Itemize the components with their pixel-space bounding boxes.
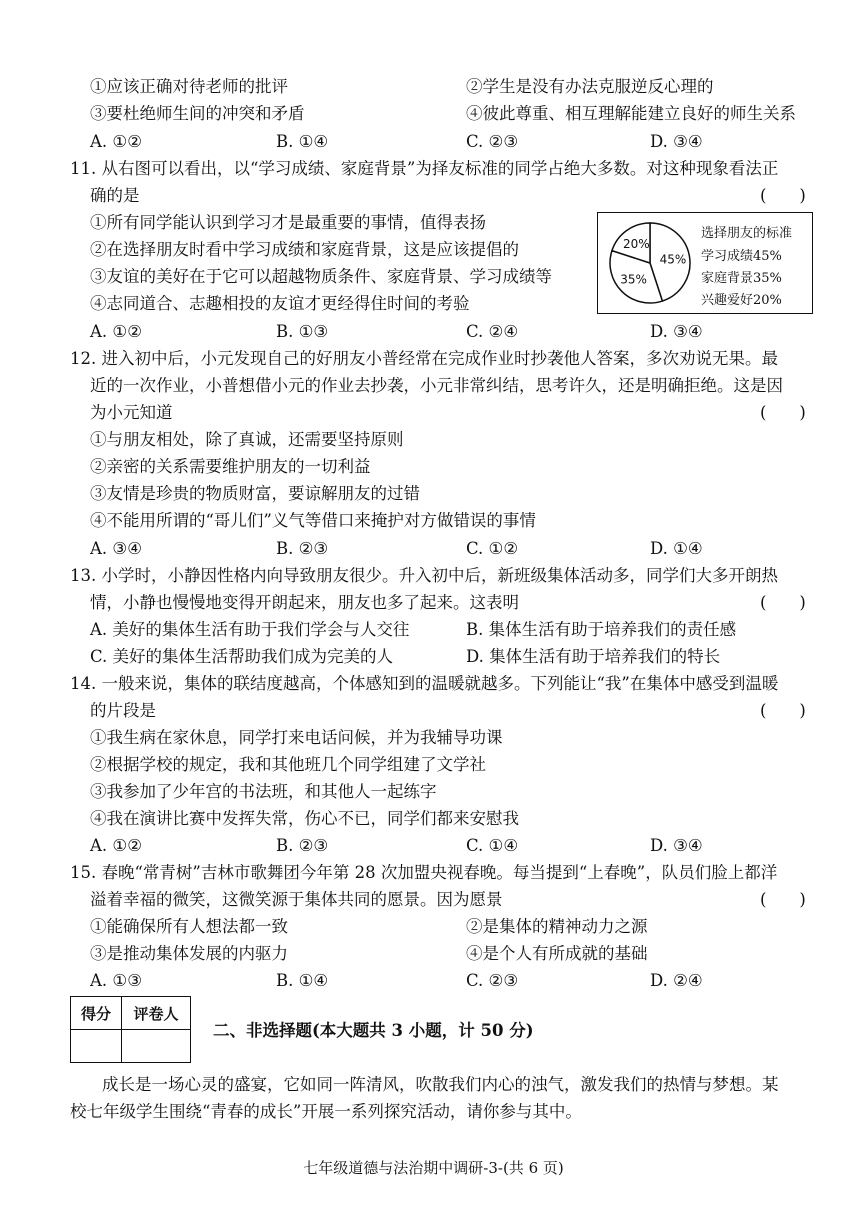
- q15-answer-d: D. ②④: [650, 971, 703, 990]
- q15-answer-blank: ( ): [760, 890, 806, 909]
- q12-answer-b: B. ②③: [276, 539, 329, 558]
- q12-answer-d: D. ①④: [650, 539, 703, 558]
- q10-option-1: ①应该正确对待老师的批评: [90, 77, 288, 96]
- q13-answer-d: D. 集体生活有助于培养我们的特长: [466, 647, 721, 666]
- q14-answer-a: A. ①②: [90, 836, 142, 855]
- q15-stem-line2: 溢着幸福的微笑，这微笑源于集体共同的愿景。因为愿景: [90, 890, 503, 909]
- q11-answer-c: C. ②④: [466, 322, 519, 341]
- q14-answer-c: C. ①④: [466, 836, 519, 855]
- q14-stem-line2: 的片段是: [90, 701, 156, 720]
- q14-answer-b: B. ②③: [276, 836, 329, 855]
- section2-title: 二、非选择题(本大题共 3 小题，计 50 分): [213, 1021, 534, 1040]
- q14-option-3: ③我参加了少年宫的书法班，和其他人一起练字: [90, 782, 437, 801]
- pie-title: 选择朋友的标准: [701, 226, 793, 241]
- q11-answer-d: D. ③④: [650, 322, 703, 341]
- q14-option-4: ④我在演讲比赛中发挥失常，伤心不已，同学们都来安慰我: [90, 809, 519, 828]
- q15-stem-line1: 15. 春晚“常青树”吉林市歌舞团今年第 28 次加盟央视春晚。每当提到“上春晚”，队员们脸上都洋: [70, 863, 778, 882]
- section2-intro-line1: 成长是一场心灵的盛宴，它如同一阵清风，吹散我们内心的浊气，激发我们的热情与梦想。某: [102, 1075, 779, 1094]
- q15-option-3: ③是推动集体发展的内驱力: [90, 944, 288, 963]
- score-table: [70, 996, 191, 1063]
- q12-stem-line3: 为小元知道: [90, 403, 173, 422]
- q12-option-2: ②亲密的关系需要维护朋友的一切利益: [90, 457, 371, 476]
- q14-answer-d: D. ③④: [650, 836, 703, 855]
- q15-option-1: ①能确保所有人想法都一致: [90, 917, 288, 936]
- q11-answer-b: B. ①③: [276, 322, 329, 341]
- q13-answer-blank: ( ): [760, 593, 806, 612]
- q11-option-3: ③友谊的美好在于它可以超越物质条件、家庭背景、学习成绩等: [90, 267, 552, 286]
- q10-option-4: ④彼此尊重、相互理解能建立良好的师生关系: [466, 104, 796, 123]
- q14-option-1: ①我生病在家休息，同学打来电话问候，并为我辅导功课: [90, 728, 503, 747]
- q13-stem-line1: 13. 小学时，小静因性格内向导致朋友很少。升入初中后，新班级集体活动多，同学们大多开朗热: [70, 566, 778, 585]
- legend-item-family: 家庭背景35%: [701, 271, 782, 286]
- legend-item-study: 学习成绩45%: [701, 249, 782, 264]
- q11-stem-line1: 11. 从右图可以看出，以“学习成绩、家庭背景”为择友标准的同学占绝大多数。对这种现象看法正: [70, 159, 779, 178]
- q10-answer-a: A. ①②: [90, 132, 142, 151]
- pie-chart: [600, 213, 700, 313]
- score-header: 得分: [71, 997, 122, 1030]
- score-cell: [71, 1030, 122, 1063]
- q13-answer-a: A. 美好的集体生活有助于我们学会与人交往: [90, 620, 410, 639]
- q15-answer-c: C. ②③: [466, 971, 519, 990]
- q12-answer-a: A. ③④: [90, 539, 142, 558]
- q13-answer-b: B. 集体生活有助于培养我们的责任感: [466, 620, 737, 639]
- q12-stem-line2: 近的一次作业，小普想借小元的作业去抄袭，小元非常纠结，思考许久，还是明确拒绝。这是因: [90, 376, 783, 395]
- grader-cell: [122, 1030, 191, 1063]
- q13-stem-line2: 情，小静也慢慢地变得开朗起来，朋友也多了起来。这表明: [90, 593, 519, 612]
- q11-option-2: ②在选择朋友时看中学习成绩和家庭背景，这是应该提倡的: [90, 240, 519, 259]
- q11-stem-line2: 确的是: [90, 186, 140, 205]
- q13-answer-c: C. 美好的集体生活帮助我们成为完美的人: [90, 647, 394, 666]
- q12-option-4: ④不能用所谓的“哥儿们”义气等借口来掩护对方做错误的事情: [90, 511, 536, 530]
- q15-answer-a: A. ①③: [90, 971, 142, 990]
- q11-option-1: ①所有同学能认识到学习才是最重要的事情，值得表扬: [90, 213, 486, 232]
- q14-option-2: ②根据学校的规定，我和其他班几个同学组建了文学社: [90, 755, 486, 774]
- pie-label-family: 35%: [620, 272, 647, 287]
- q10-answer-b: B. ①④: [276, 132, 329, 151]
- q10-answer-c: C. ②③: [466, 132, 519, 151]
- section2-intro-line2: 校七年级学生围绕“青春的成长”开展一系列探究活动，请你参与其中。: [70, 1102, 582, 1121]
- pie-label-interest: 20%: [623, 237, 650, 252]
- page-footer: 七年级道德与法治期中调研-3-(共 6 页): [303, 1159, 564, 1177]
- q12-option-1: ①与朋友相处，除了真诚，还需要坚持原则: [90, 430, 404, 449]
- q11-option-4: ④志同道合、志趣相投的友谊才更经得住时间的考验: [90, 294, 470, 313]
- q11-answer-blank: ( ): [760, 186, 806, 205]
- legend-item-interest: 兴趣爱好20%: [701, 293, 782, 308]
- q12-answer-blank: ( ): [760, 403, 806, 422]
- q15-option-4: ④是个人有所成就的基础: [466, 944, 648, 963]
- q14-answer-blank: ( ): [760, 701, 806, 720]
- q14-stem-line1: 14. 一般来说，集体的联结度越高，个体感知到的温暖就越多。下列能让“我”在集体中感受到温暖: [70, 674, 779, 693]
- q15-option-2: ②是集体的精神动力之源: [466, 917, 648, 936]
- q10-option-3: ③要杜绝师生间的冲突和矛盾: [90, 104, 305, 123]
- grader-header: 评卷人: [122, 997, 191, 1030]
- q10-answer-d: D. ③④: [650, 132, 703, 151]
- friend-criteria-pie-figure: [597, 212, 813, 314]
- q12-option-3: ③友情是珍贵的物质财富，要谅解朋友的过错: [90, 484, 420, 503]
- q15-answer-b: B. ①④: [276, 971, 329, 990]
- pie-label-study: 45%: [659, 252, 687, 267]
- q11-answer-a: A. ①②: [90, 322, 142, 341]
- q12-answer-c: C. ①②: [466, 539, 519, 558]
- q12-stem-line1: 12. 进入初中后，小元发现自己的好朋友小普经常在完成作业时抄袭他人答案，多次劝说无果。最: [70, 349, 778, 368]
- q10-option-2: ②学生是没有办法克服逆反心理的: [466, 77, 714, 96]
